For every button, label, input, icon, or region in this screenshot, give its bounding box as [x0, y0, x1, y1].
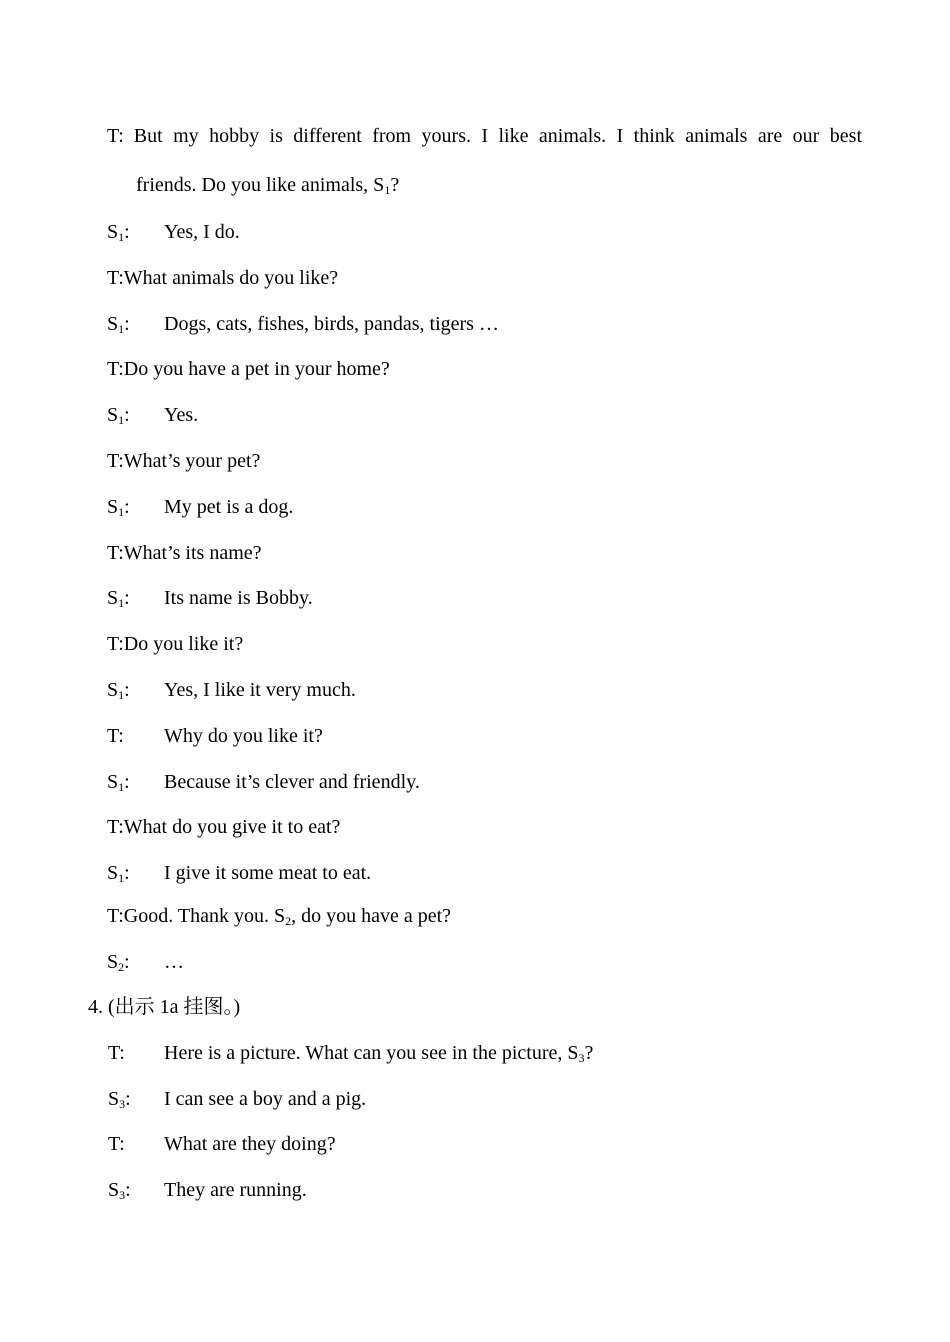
dialogue-text: Its name is Bobby.	[164, 587, 313, 609]
subscript: 3	[119, 1097, 126, 1111]
dialogue-line	[107, 495, 294, 519]
speaker-colon: :	[125, 1088, 131, 1110]
dialogue-text: What are they doing?	[164, 1133, 336, 1155]
dialogue-text: Dogs, cats, fishes, birds, pandas, tigers …	[164, 313, 499, 335]
subscript: 1	[118, 230, 125, 244]
dialogue-line	[107, 266, 338, 290]
speaker-label: S	[107, 587, 119, 609]
subscript: 1	[118, 688, 125, 702]
dialogue-text: Yes, I do.	[164, 221, 240, 243]
subscript: 1	[118, 871, 125, 885]
dialogue-text: They are running.	[164, 1179, 307, 1201]
dialogue-text: Yes, I like it very much.	[164, 679, 356, 701]
speaker-label: S	[107, 862, 119, 884]
dialogue-text: , do you have a pet?	[291, 905, 452, 927]
speaker-label: S	[107, 313, 119, 335]
speaker-label: T:	[107, 725, 124, 747]
dialogue-line	[107, 678, 356, 702]
speaker-label: T:What animals do you like?	[107, 267, 339, 289]
speaker-colon: :	[124, 221, 130, 243]
dialogue-text: I can see a boy and a pig.	[164, 1088, 367, 1110]
dialogue-text: Because it’s clever and friendly.	[164, 771, 420, 793]
speaker-label: S	[107, 951, 119, 973]
subscript: 1	[118, 505, 125, 519]
dialogue-line	[108, 1132, 336, 1156]
speaker-colon: :	[124, 771, 130, 793]
dialogue-line	[107, 861, 372, 885]
section-heading: 4. (出示 1a 挂图。)	[88, 996, 241, 1018]
subscript: 1	[118, 322, 125, 336]
speaker-colon: :	[124, 587, 130, 609]
dialogue-line	[107, 220, 240, 244]
speaker-colon: :	[124, 496, 130, 518]
dialogue-line	[107, 904, 451, 928]
speaker-label: T:	[107, 125, 124, 147]
speaker-label: S	[107, 221, 119, 243]
dialogue-line	[107, 403, 199, 427]
dialogue-line	[107, 357, 390, 381]
speaker-colon: :	[124, 679, 130, 701]
dialogue-line	[108, 1178, 307, 1202]
dialogue-line	[107, 541, 262, 565]
dialogue-line	[108, 1087, 367, 1111]
dialogue-text: …	[164, 951, 184, 973]
dialogue-line	[107, 950, 184, 974]
speaker-label: T:Do you have a pet in your home?	[107, 358, 390, 380]
intro-paragraph	[107, 124, 862, 197]
dialogue-text: I give it some meat to eat.	[164, 862, 372, 884]
speaker-label: T:What’s its name?	[107, 542, 262, 564]
speaker-label: S	[107, 771, 119, 793]
subscript: 3	[119, 1188, 126, 1202]
intro-line-1	[107, 124, 862, 148]
dialogue-line	[108, 1041, 594, 1065]
subscript: 1	[118, 780, 125, 794]
subscript: 1	[384, 183, 391, 197]
dialogue-line	[107, 815, 340, 839]
dialogue-text: Yes.	[164, 404, 199, 426]
speaker-colon: :	[124, 404, 130, 426]
dialogue-text: Here is a picture. What can you see in the picture, $S_3$?	[164, 1042, 594, 1065]
intro-line-2	[107, 173, 862, 197]
dialogue-text: My pet is a dog.	[164, 496, 294, 518]
speaker-label: T:What’s your pet?	[107, 450, 261, 472]
subscript: 2	[285, 914, 292, 928]
subscript: 1	[118, 413, 125, 427]
speaker-label: S	[107, 679, 119, 701]
dialogue-line	[107, 632, 243, 656]
speaker-label: S	[107, 496, 119, 518]
dialogue-text: Why do you like it?	[164, 725, 323, 747]
speaker-colon: :	[125, 1179, 131, 1201]
speaker-label: S	[107, 404, 119, 426]
speaker-label: S	[108, 1088, 120, 1110]
speaker-colon: :	[124, 862, 130, 884]
speaker-label: T:What do you give it to eat?	[107, 816, 341, 838]
dialogue-line	[107, 449, 260, 473]
dialogue-line	[107, 312, 499, 336]
dialogue-text: ?	[390, 174, 400, 196]
dialogue-text: But my hobby is different from yours. I like animals. I think animals are our best	[133, 125, 862, 147]
speaker-label: S	[108, 1179, 120, 1201]
dialogue-line	[107, 724, 323, 748]
speaker-label: T:	[108, 1042, 125, 1064]
subscript: 1	[118, 596, 125, 610]
dialogue-line	[107, 770, 420, 794]
dialogue-text: friends. Do you like animals, S	[136, 174, 385, 196]
speaker-colon: :	[124, 313, 130, 335]
dialogue-line	[107, 586, 313, 610]
dialogue-text: T:Good. Thank you. S	[107, 905, 286, 927]
speaker-label: T:	[108, 1133, 125, 1155]
speaker-label: T:Do you like it?	[107, 633, 244, 655]
speaker-colon: :	[124, 951, 130, 973]
subscript: 2	[118, 960, 125, 974]
